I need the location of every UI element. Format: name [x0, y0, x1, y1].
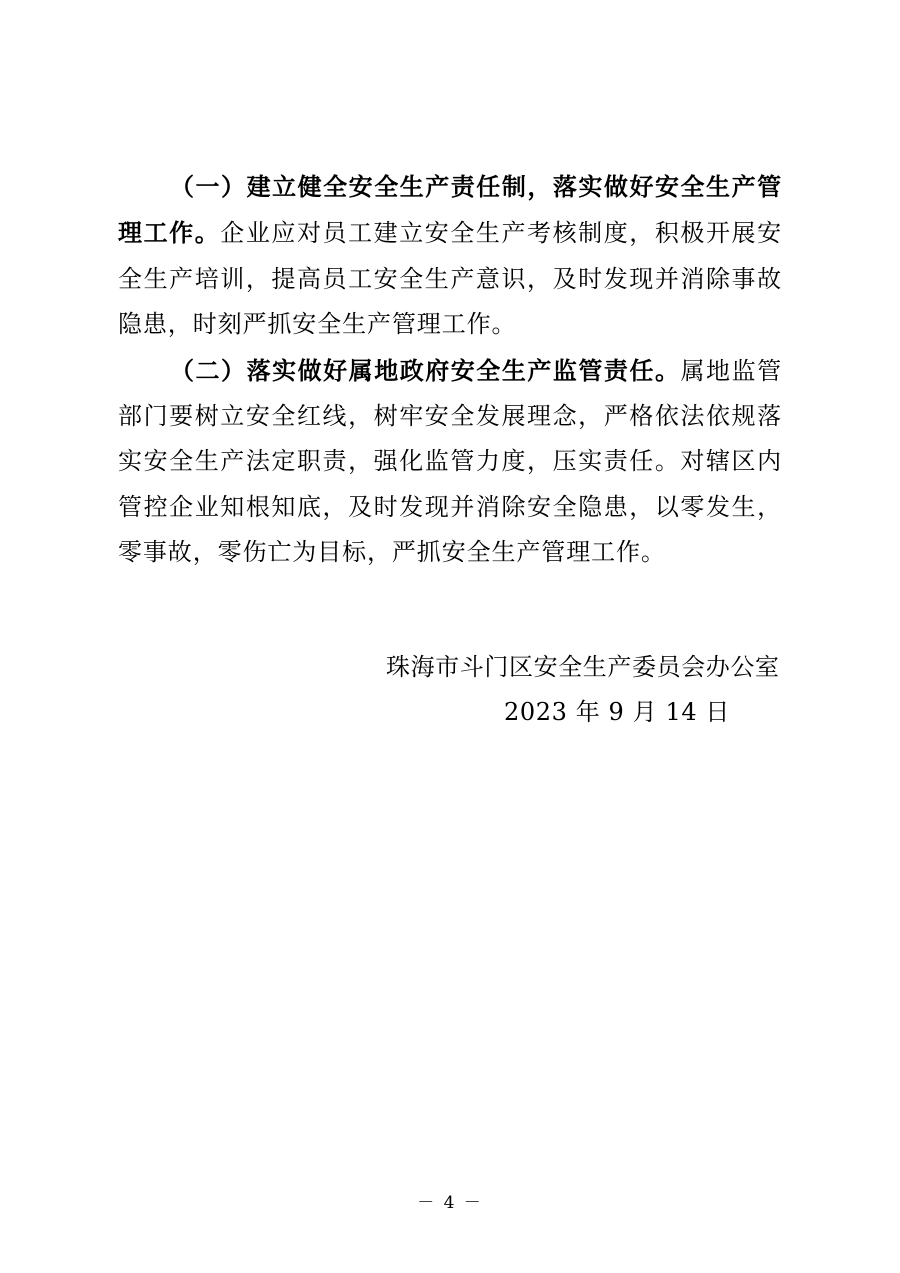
- paragraph-1: [118, 164, 782, 348]
- paragraph-1-heading: （一）建立健全安全生产责任制，落实做好安全生产管理工作。: [118, 172, 782, 248]
- signature-organization: 珠海市斗门区安全生产委员会办公室: [386, 653, 780, 681]
- paragraph-2-text: 属地监管部门要树立安全红线，树牢安全发展理念，严格依法依规落实安全生产法定职责，强化监管力度，压实责任。对辖区内管控企业知根知底，及时发现并消除安全隐患，以零发生，零事故，零伤亡为目标，严抓安全生产管理工作。: [118, 356, 782, 567]
- signature-date: 2023 年 9 月 14 日: [504, 698, 731, 726]
- signature-block: [386, 645, 782, 735]
- paragraph-2-heading: （二）落实做好属地政府安全生产监管责任。: [170, 355, 681, 385]
- page-number: － 4 －: [417, 1193, 483, 1213]
- paragraph-2: [118, 348, 782, 576]
- document-body: [118, 164, 782, 576]
- paragraph-1-text: 企业应对员工建立安全生产考核制度，积极开展安全生产培训，提高员工安全生产意识，及时发现并消除事故隐患，时刻严抓安全生产管理工作。: [118, 219, 782, 339]
